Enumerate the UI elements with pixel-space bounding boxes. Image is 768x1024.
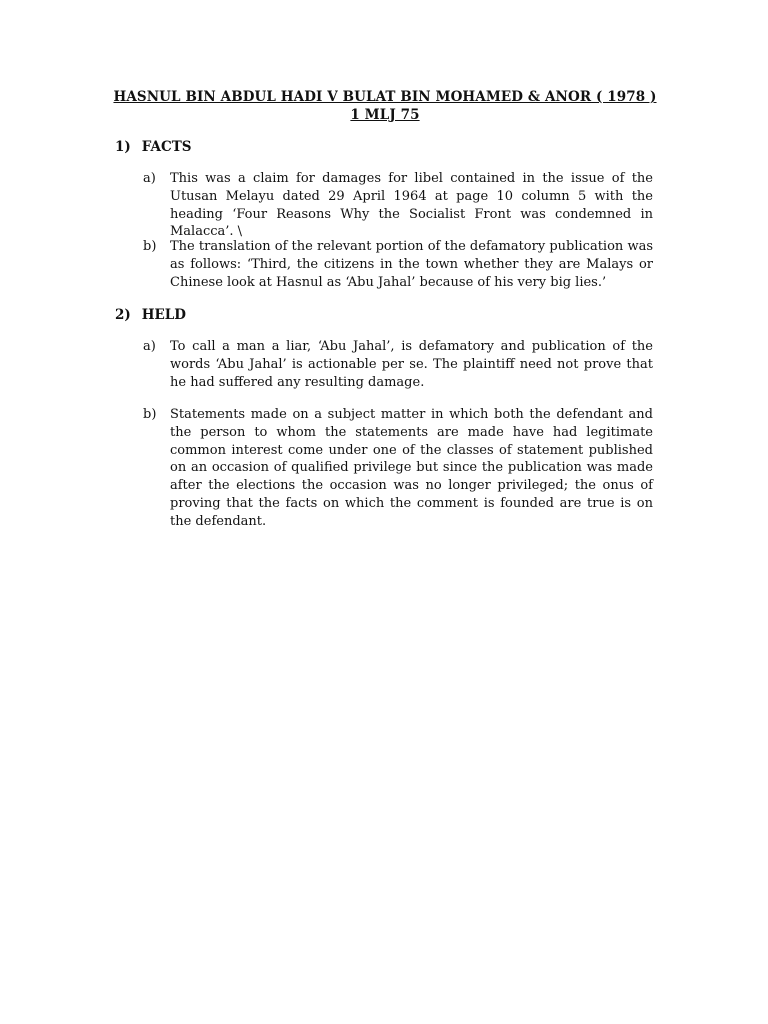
- item-marker: a): [143, 339, 156, 354]
- item-text: This was a claim for damages for libel contained in the issue of the Utusan Melayu dated 29 April 1964 at page 10 column 5 with the heading ‘Four Reasons Why the Socialist Front was condemned in Malacca’. \: [170, 171, 653, 240]
- item-marker: b): [143, 407, 157, 422]
- section-heading-facts: [115, 138, 192, 156]
- section-heading-held: [115, 306, 186, 324]
- held-item-a: [143, 338, 653, 391]
- held-item-b: [143, 406, 653, 531]
- item-text: The translation of the relevant portion of the defamatory publication was as follows: ‘Third, the citizens in the town whether they are Malays or Chinese look at Hasnul as ‘Abu Jahal’ because of his very big lies.’: [170, 239, 653, 290]
- item-text: To call a man a liar, ‘Abu Jahal’, is defamatory and publication of the words ‘Abu Jahal’ is actionable per se. The plaintiff need not prove that he had suffered any resulting damage.: [170, 339, 653, 390]
- item-text: Statements made on a subject matter in which both the defendant and the person to whom the statements are made have had legitimate common interest come under one of the classes of statement published on an occasion of qualified privilege but since the publication was made after the elections the occasion was no longer privileged; the onus of proving that the facts on which the comment is founded are true is on the defendant.: [170, 407, 653, 529]
- facts-item-a: [143, 170, 653, 241]
- item-marker: b): [143, 239, 157, 254]
- document-title: HASNUL BIN ABDUL HADI V BULAT BIN MOHAMED & ANOR ( 1978 ) 1 MLJ 75: [113, 89, 657, 123]
- section-number: 2): [115, 307, 131, 323]
- section-title: HELD: [141, 307, 186, 323]
- section-title: FACTS: [141, 139, 192, 155]
- section-number: 1): [115, 139, 131, 155]
- item-marker: a): [143, 171, 156, 186]
- facts-item-b: [143, 238, 653, 291]
